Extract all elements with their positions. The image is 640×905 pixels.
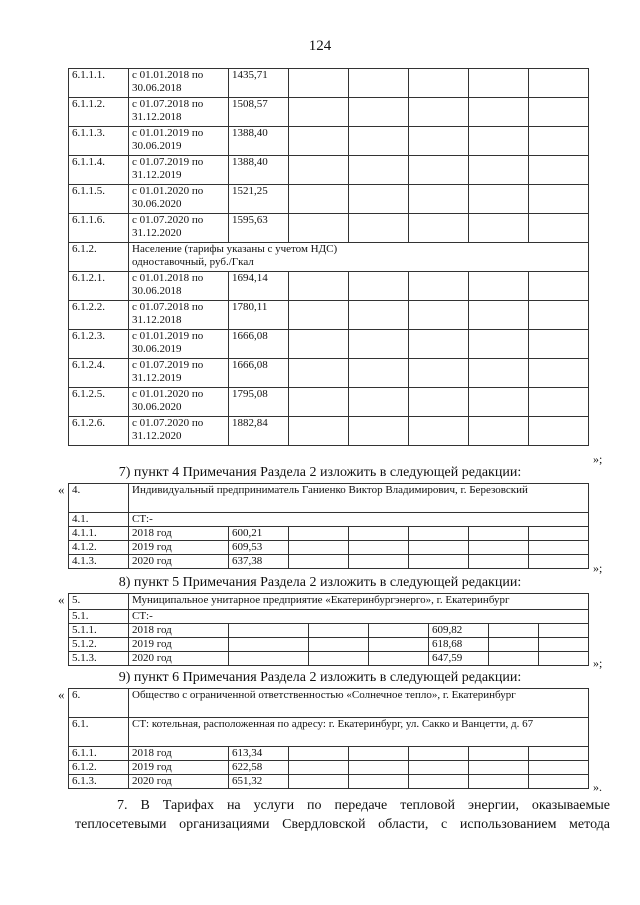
table-row	[69, 541, 589, 555]
empty-cell	[529, 156, 589, 185]
empty-cell	[469, 301, 529, 330]
empty-cell	[409, 301, 469, 330]
org-name: Общество с ограниченной ответственностью «Солнечное тепло», г. Екатеринбург	[129, 689, 589, 718]
empty-cell	[289, 527, 349, 541]
table-row	[69, 513, 589, 527]
empty-cell	[349, 98, 409, 127]
table-row	[69, 127, 589, 156]
empty-cell	[529, 761, 589, 775]
empty-cell	[289, 127, 349, 156]
empty-cell	[529, 555, 589, 569]
empty-cell	[349, 417, 409, 446]
group-code: 6.1.2.	[69, 243, 129, 272]
closing-quote: »;	[593, 656, 603, 670]
empty-cell	[469, 69, 529, 98]
table-row	[69, 156, 589, 185]
empty-cell	[349, 555, 409, 569]
row-year: 2020 год	[129, 555, 229, 569]
row-code: 4.1.1.	[69, 527, 129, 541]
paragraph-line: теплосетевыми организациями Свердловской области, с использованием метода	[75, 817, 610, 832]
row-period: с 01.01.2019 по 30.06.2019	[129, 330, 229, 359]
row-period: с 01.07.2020 по 31.12.2020	[129, 214, 229, 243]
empty-cell	[529, 541, 589, 555]
empty-cell	[409, 527, 469, 541]
row-year: 2019 год	[129, 541, 229, 555]
empty-cell	[309, 652, 369, 666]
empty-cell	[289, 388, 349, 417]
sub-label: СТ:-	[129, 610, 589, 624]
row-value: 651,32	[229, 775, 289, 789]
row-year: 2020 год	[129, 775, 229, 789]
row-period: с 01.07.2019 по 31.12.2019	[129, 156, 229, 185]
empty-cell	[289, 359, 349, 388]
tariff-table-6-1	[68, 68, 589, 446]
row-value: 622,58	[229, 761, 289, 775]
empty-cell	[409, 761, 469, 775]
row-value: 1666,08	[229, 330, 289, 359]
table-row	[69, 388, 589, 417]
empty-cell	[289, 272, 349, 301]
empty-cell	[529, 214, 589, 243]
row-value: 1595,63	[229, 214, 289, 243]
row-code: 6.1.2.2.	[69, 301, 129, 330]
empty-cell	[349, 541, 409, 555]
empty-cell	[349, 359, 409, 388]
row-value: 1694,14	[229, 272, 289, 301]
row-year: 2018 год	[129, 527, 229, 541]
row-code: 6.1.2.6.	[69, 417, 129, 446]
empty-cell	[289, 214, 349, 243]
empty-cell	[489, 652, 539, 666]
empty-cell	[349, 127, 409, 156]
empty-cell	[349, 185, 409, 214]
opening-quote: «	[58, 687, 65, 702]
empty-cell	[489, 624, 539, 638]
paragraph-line: 7. В Тарифах на услуги по передаче тепловой энергии, оказываемые	[117, 798, 610, 813]
empty-cell	[229, 624, 309, 638]
empty-cell	[469, 775, 529, 789]
empty-cell	[469, 214, 529, 243]
row-value: 609,53	[229, 541, 289, 555]
table-row	[69, 747, 589, 761]
closing-quote: ».	[593, 780, 602, 794]
table-row	[69, 185, 589, 214]
empty-cell	[349, 272, 409, 301]
row-period: с 01.07.2019 по 31.12.2019	[129, 359, 229, 388]
closing-quote: »;	[593, 561, 603, 575]
empty-cell	[289, 69, 349, 98]
empty-cell	[539, 638, 589, 652]
org-code: 5.	[69, 594, 129, 610]
empty-cell	[409, 185, 469, 214]
row-code: 6.1.2.3.	[69, 330, 129, 359]
opening-quote: «	[58, 592, 65, 607]
row-value: 1666,08	[229, 359, 289, 388]
row-code: 6.1.1.3.	[69, 127, 129, 156]
table-row	[69, 98, 589, 127]
row-year: 2019 год	[129, 761, 229, 775]
empty-cell	[529, 388, 589, 417]
group-label-line: одноставочный, руб./Гкал	[132, 256, 254, 268]
empty-cell	[289, 761, 349, 775]
org-name: Индивидуальный предприниматель Ганиенко Виктор Владимирович, г. Березовский	[129, 484, 589, 513]
row-code: 6.1.1.5.	[69, 185, 129, 214]
empty-cell	[469, 359, 529, 388]
row-value: 1780,11	[229, 301, 289, 330]
section7-heading: 7) пункт 4 Примечания Раздела 2 изложить в следующей редакции:	[118, 465, 522, 480]
sub-label: СТ:-	[129, 513, 589, 527]
empty-cell	[309, 638, 369, 652]
empty-cell	[529, 127, 589, 156]
empty-cell	[349, 747, 409, 761]
empty-cell	[229, 652, 309, 666]
empty-cell	[349, 69, 409, 98]
sub-label: СТ: котельная, расположенная по адресу: г. Екатеринбург, ул. Сакко и Ванцетти, д. 67	[129, 718, 589, 747]
row-code: 6.1.2.1.	[69, 272, 129, 301]
empty-cell	[469, 388, 529, 417]
table-row	[69, 330, 589, 359]
empty-cell	[409, 69, 469, 98]
empty-cell	[469, 527, 529, 541]
row-value: 600,21	[229, 527, 289, 541]
table-row	[69, 624, 589, 638]
row-value: 618,68	[429, 638, 489, 652]
empty-cell	[289, 301, 349, 330]
row-period: с 01.01.2018 по 30.06.2018	[129, 272, 229, 301]
empty-cell	[489, 638, 539, 652]
empty-cell	[529, 527, 589, 541]
empty-cell	[409, 555, 469, 569]
empty-cell	[409, 388, 469, 417]
empty-cell	[369, 638, 429, 652]
table-row	[69, 214, 589, 243]
table-row	[69, 638, 589, 652]
empty-cell	[469, 330, 529, 359]
row-value: 1795,08	[229, 388, 289, 417]
empty-cell	[309, 624, 369, 638]
empty-cell	[469, 555, 529, 569]
empty-cell	[289, 156, 349, 185]
section7-table	[68, 483, 589, 569]
empty-cell	[349, 214, 409, 243]
row-code: 6.1.2.4.	[69, 359, 129, 388]
row-value: 1435,71	[229, 69, 289, 98]
empty-cell	[469, 417, 529, 446]
table-row	[69, 272, 589, 301]
row-year: 2018 год	[129, 624, 229, 638]
table-row	[69, 594, 589, 610]
empty-cell	[529, 301, 589, 330]
empty-cell	[469, 98, 529, 127]
table-row	[69, 689, 589, 718]
empty-cell	[469, 127, 529, 156]
empty-cell	[529, 417, 589, 446]
row-period: с 01.07.2020 по 31.12.2020	[129, 417, 229, 446]
empty-cell	[529, 747, 589, 761]
row-code: 6.1.1.4.	[69, 156, 129, 185]
empty-cell	[369, 624, 429, 638]
section9-heading: 9) пункт 6 Примечания Раздела 2 изложить в следующей редакции:	[118, 670, 522, 685]
empty-cell	[529, 185, 589, 214]
row-code: 5.1.3.	[69, 652, 129, 666]
org-code: 6.	[69, 689, 129, 718]
row-code: 4.1.3.	[69, 555, 129, 569]
empty-cell	[349, 775, 409, 789]
empty-cell	[289, 185, 349, 214]
empty-cell	[289, 775, 349, 789]
section8-heading: 8) пункт 5 Примечания Раздела 2 изложить в следующей редакции:	[118, 575, 522, 590]
empty-cell	[409, 359, 469, 388]
row-value: 1521,25	[229, 185, 289, 214]
table-row	[69, 761, 589, 775]
empty-cell	[409, 330, 469, 359]
table-row	[69, 610, 589, 624]
row-value: 1882,84	[229, 417, 289, 446]
row-value: 613,34	[229, 747, 289, 761]
row-code: 6.1.1.6.	[69, 214, 129, 243]
empty-cell	[349, 388, 409, 417]
empty-cell	[289, 555, 349, 569]
empty-cell	[409, 747, 469, 761]
empty-cell	[529, 272, 589, 301]
empty-cell	[529, 330, 589, 359]
row-code: 5.1.2.	[69, 638, 129, 652]
empty-cell	[349, 156, 409, 185]
row-period: с 01.01.2020 по 30.06.2020	[129, 388, 229, 417]
empty-cell	[289, 330, 349, 359]
empty-cell	[539, 624, 589, 638]
table-row	[69, 359, 589, 388]
row-code: 6.1.1.	[69, 747, 129, 761]
empty-cell	[229, 638, 309, 652]
empty-cell	[529, 69, 589, 98]
empty-cell	[349, 330, 409, 359]
row-value: 1508,57	[229, 98, 289, 127]
section9-table	[68, 688, 589, 789]
row-code: 6.1.1.2.	[69, 98, 129, 127]
row-code: 6.1.2.5.	[69, 388, 129, 417]
group-label-line: Население (тарифы указаны с учетом НДС)	[132, 243, 338, 255]
empty-cell	[289, 417, 349, 446]
opening-quote: «	[58, 482, 65, 497]
table-row	[69, 243, 589, 272]
org-name: Муниципальное унитарное предприятие «Екатеринбургэнерго», г. Екатеринбург	[129, 594, 589, 610]
empty-cell	[349, 301, 409, 330]
row-value: 647,59	[429, 652, 489, 666]
empty-cell	[409, 417, 469, 446]
empty-cell	[469, 156, 529, 185]
row-year: 2018 год	[129, 747, 229, 761]
sub-code: 6.1.	[69, 718, 129, 747]
row-period: с 01.01.2020 по 30.06.2020	[129, 185, 229, 214]
empty-cell	[409, 272, 469, 301]
empty-cell	[409, 214, 469, 243]
row-value: 1388,40	[229, 127, 289, 156]
empty-cell	[369, 652, 429, 666]
empty-cell	[529, 775, 589, 789]
empty-cell	[529, 359, 589, 388]
row-year: 2020 год	[129, 652, 229, 666]
empty-cell	[289, 541, 349, 555]
org-code: 4.	[69, 484, 129, 513]
sub-code: 5.1.	[69, 610, 129, 624]
row-code: 5.1.1.	[69, 624, 129, 638]
empty-cell	[469, 761, 529, 775]
row-period: с 01.01.2018 по 30.06.2018	[129, 69, 229, 98]
empty-cell	[469, 185, 529, 214]
table-row	[69, 718, 589, 747]
row-period: с 01.07.2018 по 31.12.2018	[129, 301, 229, 330]
empty-cell	[529, 98, 589, 127]
closing-quote: »;	[593, 452, 603, 466]
empty-cell	[469, 541, 529, 555]
empty-cell	[409, 775, 469, 789]
row-period: с 01.01.2019 по 30.06.2019	[129, 127, 229, 156]
row-code: 4.1.2.	[69, 541, 129, 555]
empty-cell	[409, 98, 469, 127]
empty-cell	[469, 272, 529, 301]
table-row	[69, 652, 589, 666]
table-row	[69, 484, 589, 513]
row-code: 6.1.1.1.	[69, 69, 129, 98]
row-code: 6.1.3.	[69, 775, 129, 789]
group-label	[129, 243, 589, 272]
row-value: 1388,40	[229, 156, 289, 185]
empty-cell	[289, 747, 349, 761]
sub-code: 4.1.	[69, 513, 129, 527]
body-paragraph	[75, 796, 610, 834]
table-row	[69, 527, 589, 541]
page-number: 124	[308, 38, 332, 54]
row-period: с 01.07.2018 по 31.12.2018	[129, 98, 229, 127]
empty-cell	[539, 652, 589, 666]
table-row	[69, 775, 589, 789]
table-row	[69, 555, 589, 569]
empty-cell	[409, 156, 469, 185]
empty-cell	[469, 747, 529, 761]
empty-cell	[289, 98, 349, 127]
empty-cell	[349, 761, 409, 775]
empty-cell	[349, 527, 409, 541]
section8-table	[68, 593, 589, 666]
table-row	[69, 69, 589, 98]
row-value: 609,82	[429, 624, 489, 638]
row-value: 637,38	[229, 555, 289, 569]
row-year: 2019 год	[129, 638, 229, 652]
row-code: 6.1.2.	[69, 761, 129, 775]
table-row	[69, 417, 589, 446]
table-row	[69, 301, 589, 330]
empty-cell	[409, 541, 469, 555]
empty-cell	[409, 127, 469, 156]
